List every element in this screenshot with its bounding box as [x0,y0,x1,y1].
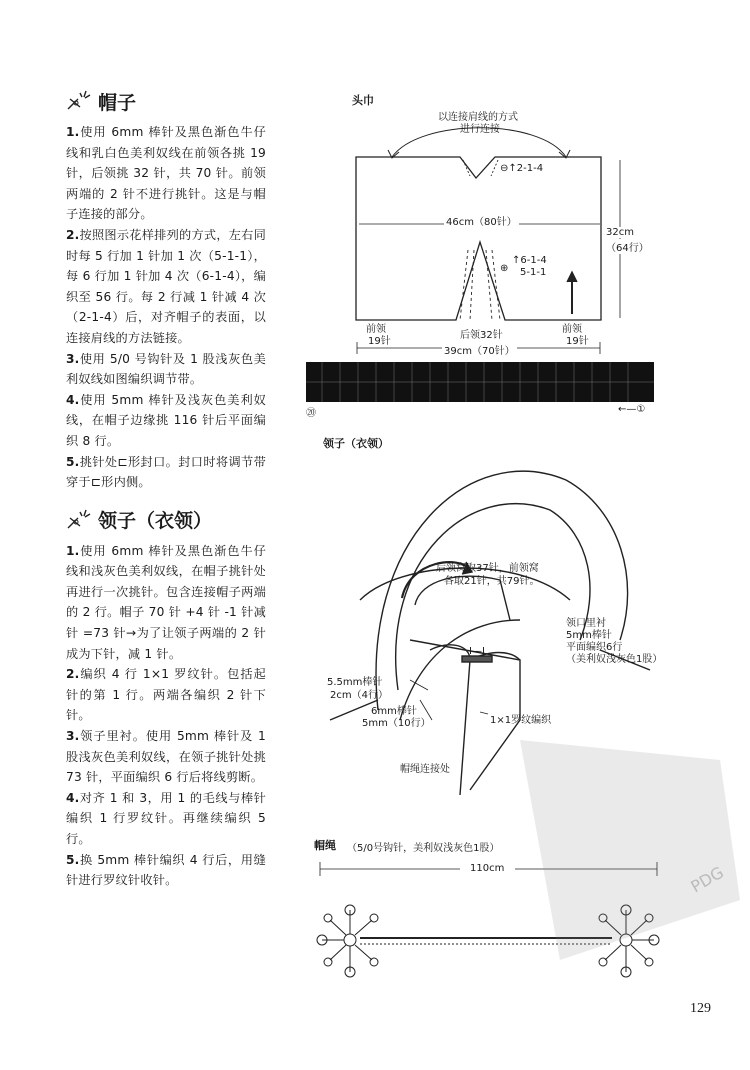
hood-height-label-1: 32cm [606,227,634,238]
pick-note-1: 后领窝取37针，前领窝 [436,563,539,574]
needle6-2: 5mm（10行） [362,718,431,729]
back-collar-label: 后领32针 [460,330,503,341]
needle55-1: 5.5mm棒针 [327,677,383,688]
i-label: Ⅰ—Ⅰ [469,646,485,657]
lining-4: （美利奴浅灰色1股） [566,654,663,665]
chart-right-number: ←—① [618,404,646,415]
collar-step-5: 5.换 5mm 棒针编织 4 行后，用缝针进行罗纹针收针。 [66,852,266,888]
increase-note-2: 5-1-1 [520,267,547,278]
front-right-label-1: 前领 [562,324,582,335]
front-left-label-2: 19针 [368,336,391,347]
hood-height-label-2: （64行） [606,239,649,254]
collar-step-4: 4.对齐 1 和 3，用 1 的毛线与棒针编织 1 行罗纹针。再继续编织 5 行。 [66,790,266,846]
hat-step-1: 1.使用 6mm 棒针及黑色渐色牛仔线和乳白色美利奴线在前领各挑 19 针，后领挑 32 针，共 70 针。前领两端的 2 针不进行挑针。这是与帽子连接的部分。 [66,125,266,222]
flower-left [317,905,378,977]
cord-title: 帽绳 [314,839,336,852]
pick-note-2: 各取21针，共79针。 [444,576,540,587]
hat-step-4: 4.使用 5mm 棒针及浅灰色美利奴线，在帽子边缘挑 116 针后平面编织 8 行。 [66,392,266,448]
chart-left-number: ⑳ [306,408,316,419]
collar-step-2: 2.编织 4 行 1×1 罗纹针。包括起针的第 1 行。两端各编织 2 针下针。 [66,667,266,723]
collar-step-3: 3.领子里衬。使用 5mm 棒针及 1 股浅灰色美利奴线，在领子挑针处挑 73 针，平面编织 6 行后将线剪断。 [66,729,266,785]
collar-section-title: 领子（衣领） [66,505,266,535]
lining-1: 领口里衬 [566,618,606,629]
hood-width-label: 46cm（80针） [444,213,519,228]
join-note-2: 进行连接 [460,124,500,135]
hat-step-5: 5.挑针处⊏形封口。封口时将调节带穿于⊏形内侧。 [66,454,266,490]
hat-section-title: 帽子 [66,86,266,116]
needle55-2: 2cm（4行） [330,690,388,701]
lining-2: 5mm棒针 [566,630,612,641]
collar-step-1: 1.使用 6mm 棒针及黑色渐色牛仔线和浅灰色美利奴线，在帽子挑针处再进行一次挑针。包含连接帽子两端的 2 行。帽子 70 针 +4 针 -1 针减针 =73 针→为了让领子两端的 2 针成为下针，减 1 针。 [66,543,266,661]
hat-step-2: 2.按照图示花样排列的方式，左右同时每 5 行加 1 针加 1 次（5-1-1），每 6 行加 1 针加 4 次（6-1-4），编织至 56 行。每 2 行减 1 针减 4 次（2-1-4）后，对齐帽子的表面，以连接肩线的方法链接。 [66,227,266,345]
plus-sign: ⊕ [500,263,509,274]
lining-3: 平面编织6行 [566,642,623,653]
collar-diagram-title: 领子（衣领） [323,437,389,450]
cord-join-label: 帽绳连接处 [400,764,450,775]
watermark-seal [520,740,740,960]
front-left-label-1: 前领 [366,324,386,335]
hat-step-3: 3.使用 5/0 号钩针及 1 股浅灰色美利奴线如图编织调节带。 [66,351,266,387]
hood-diagram-title: 头巾 [352,94,374,107]
increase-note-1: ↑6-1-4 [512,255,547,266]
cord-note: （5/0号钩针，美利奴浅灰色1股） [347,843,500,854]
needle6-1: 6mm棒针 [371,706,417,717]
pattern-chart [306,362,654,402]
bottom-width-label: 39cm（70针） [442,342,517,357]
cord-length: 110cm [470,863,505,874]
page-number: 129 [690,1001,711,1016]
decrease-note: ⊖↑2-1-4 [500,163,544,174]
watermark-text: PDG [687,862,727,897]
rib-label: 1×1罗纹编织 [490,715,552,726]
front-right-label-2: 19针 [566,336,589,347]
join-note-1: 以连接肩线的方式 [438,112,518,123]
